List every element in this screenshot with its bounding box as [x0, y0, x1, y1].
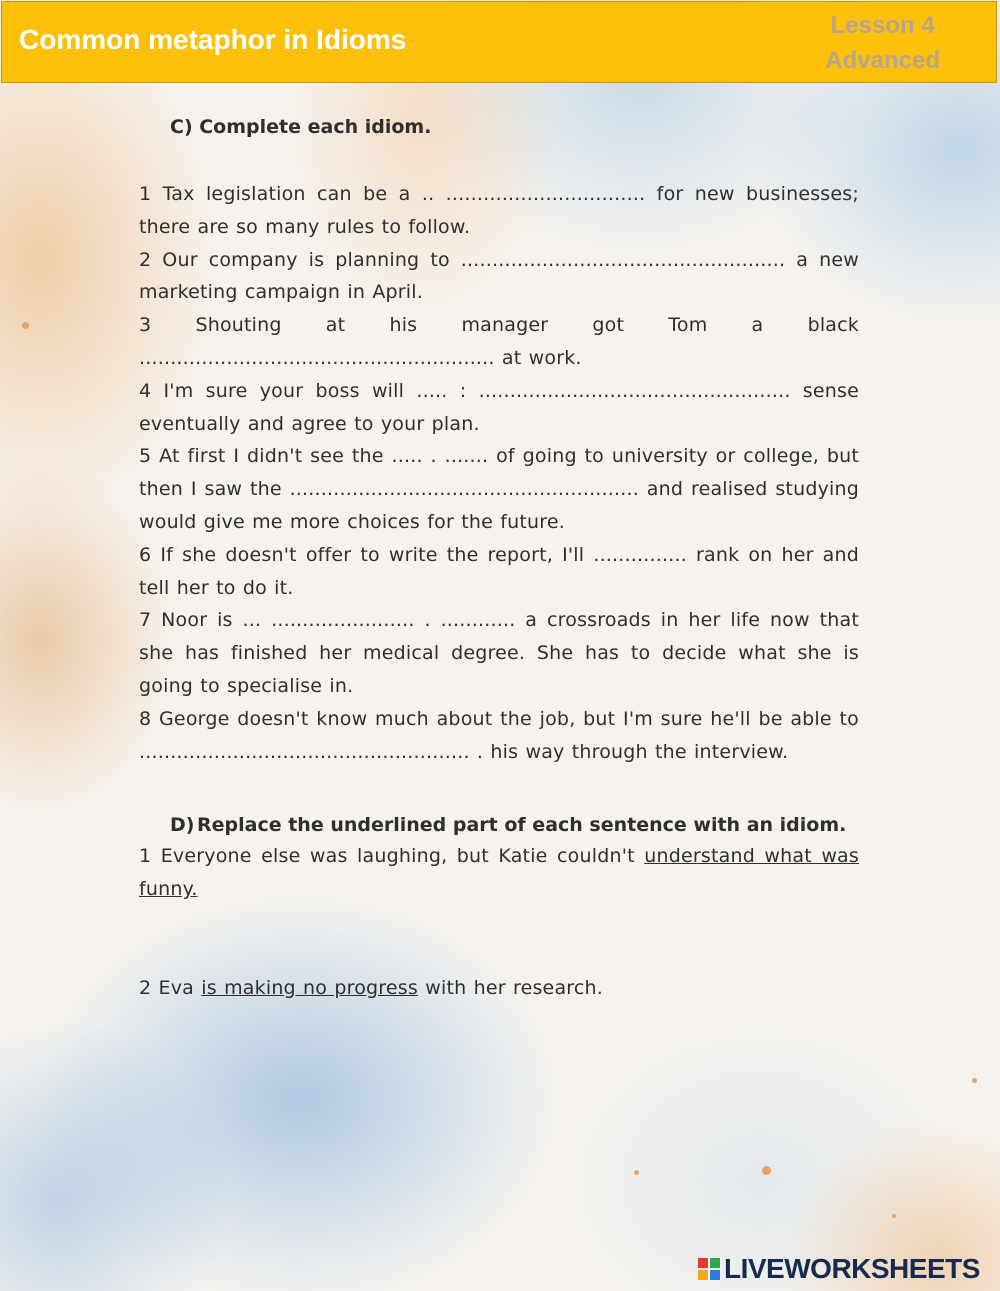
worksheet-content: [139, 112, 859, 1005]
logo-block-green: [710, 1258, 720, 1268]
section-d-letter: D): [170, 814, 195, 837]
lesson-level: Advanced: [825, 47, 940, 74]
logo-block-blue: [710, 1270, 720, 1280]
idiom-item-8: 8 George doesn't know much about the job, but I'm sure he'll be able to ..................................................... . his way through the interview.: [139, 707, 859, 763]
replace-item-2-text: 2 Eva: [139, 976, 202, 999]
idiom-item-1: 1 Tax legislation can be a .. ................................ for new businesses; there are so many rules to follow.: [139, 183, 859, 238]
logo-block-orange: [698, 1270, 708, 1280]
logo-text: LIVEWORKSHEETS: [724, 1253, 980, 1284]
page-title: Common metaphor in Idioms: [19, 24, 407, 55]
logo-block-red: [698, 1258, 708, 1268]
logo-blocks-icon: [698, 1258, 720, 1280]
section-c-title: C) Complete each idiom.: [170, 116, 432, 138]
idiom-item-5: 5 At first I didn't see the ..... . ....... of going to university or college, but then I saw the ........................................................ and realised studying would give me more choices for the future.: [139, 445, 859, 533]
idiom-item-2: 2 Our company is planning to .................................................... a new marketing campaign in April.: [139, 248, 859, 304]
section-c-items: [139, 178, 859, 768]
paint-speck: [972, 1078, 977, 1083]
replace-item-2-underlined: is making no progress: [201, 976, 418, 999]
paint-speck: [22, 322, 29, 329]
paint-speck: [892, 1214, 896, 1218]
section-d-title: [139, 810, 859, 840]
header-bar: [1, 1, 997, 83]
replace-item-2: [139, 972, 859, 1005]
section-d-items: [139, 840, 859, 1004]
idiom-item-6: 6 If she doesn't offer to write the report, I'll ............... rank on her and tell her to do it.: [139, 543, 859, 599]
idiom-item-7: 7 Noor is ... ....................... . ............ a crossroads in her life now that she has finished her medical degree. She has to decide what she is going to specialise in.: [139, 609, 859, 697]
paint-speck: [762, 1166, 771, 1175]
idiom-item-3: 3 Shouting at his manager got Tom a black ......................................................... at work.: [139, 314, 859, 369]
lesson-number: Lesson 4: [830, 12, 935, 39]
replace-item-1: [139, 840, 859, 906]
replace-item-1-text: 1 Everyone else was laughing, but Katie couldn't: [139, 845, 645, 868]
section-d: [139, 810, 859, 1004]
replace-item-1-underlined: understand what was funny.: [139, 845, 859, 901]
liveworksheets-logo[interactable]: [698, 1253, 980, 1285]
paint-speck: [634, 1170, 639, 1175]
idiom-item-4: 4 I'm sure your boss will ..... : .................................................. sense eventually and agree to your plan.: [139, 379, 859, 435]
section-d-instruction: Replace the underlined part of each sentence with an idiom.: [197, 814, 847, 837]
answer-space: [139, 906, 859, 972]
lesson-label: [825, 8, 940, 78]
replace-item-2-after: with her research.: [418, 976, 604, 999]
